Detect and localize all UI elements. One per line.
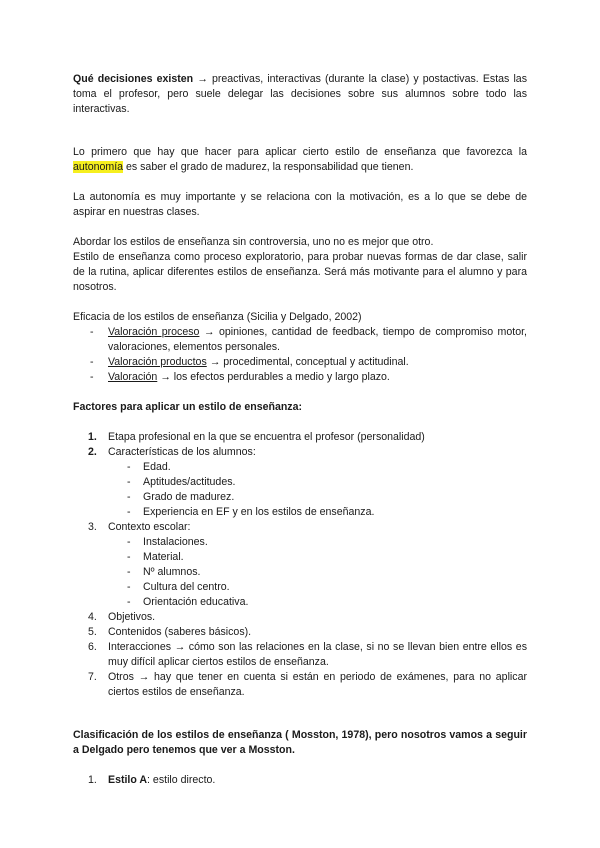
paragraph-autonomia-intro: Lo primero que hay que hacer para aplicar cierto estilo de enseñanza que favorezca la autonomía es saber el grado de madurez, la responsabilidad que tienen. [73, 146, 527, 173]
document-page [73, 72, 527, 788]
list-item: - Valoración → los efectos perdurables a medio y largo plazo. [90, 371, 390, 383]
list-item: - Valoración productos → procedimental, conceptual y actitudinal. [90, 356, 409, 368]
alumnos-sublist [108, 460, 527, 520]
list-item: 5. Contenidos (saberes básicos). [88, 626, 252, 638]
list-item: - Experiencia en EF y en los estilos de enseñanza. [127, 506, 375, 518]
list-item: - Aptitudes/actitudes. [127, 476, 236, 488]
paragraph-autonomia-motivacion: La autonomía es muy importante y se relaciona con la motivación, es a lo que se debe de aspirar en nuestras clases. [73, 191, 527, 218]
paragraph-proceso-exploratorio: Estilo de enseñanza como proceso exploratorio, para probar nuevas formas de dar clase, salir de la rutina, aplicar diferentes estilos de enseñanza. Será más motivante para el alumno y para nosotros. [73, 251, 527, 293]
eficacia-list [73, 325, 527, 385]
list-item: 1. Estilo A: estilo directo. [88, 774, 216, 786]
paragraph-decisiones [73, 72, 527, 117]
list-item: 7. Otros → hay que tener en cuenta si están en periodo de exámenes, para no aplicar ciertos estilos de enseñanza. [88, 671, 527, 698]
clasificacion-heading: Clasificación de los estilos de enseñanza ( Mosston, 1978), pero nosotros vamos a seguir a Delgado pero tenemos que ver a Mosston. [73, 729, 527, 756]
list-item: - Material. [127, 551, 184, 563]
list-item: 4. Objetivos. [88, 611, 156, 623]
decisiones-heading: Qué decisiones existen [73, 73, 194, 85]
list-item: - Cultura del centro. [127, 581, 230, 593]
list-item: 6. Interacciones → cómo son las relaciones en la clase, si no se llevan bien entre ellos es muy difícil aplicar ciertos estilos de enseñanza. [88, 641, 527, 668]
list-item: - Nº alumnos. [127, 566, 201, 578]
clasificacion-list [73, 773, 527, 788]
list-item: 3. Contexto escolar: - Instalaciones. - Material. - Nº alumnos. - Cultura del centro. - Orientación educativa. [73, 520, 527, 610]
factores-list [73, 430, 527, 700]
list-item: 1. Etapa profesional en la que se encuentra el profesor (personalidad) [88, 431, 425, 443]
highlighted-autonomia: autonomía [73, 161, 124, 173]
list-item: - Instalaciones. [127, 536, 208, 548]
list-item: - Orientación educativa. [127, 596, 249, 608]
list-item: - Grado de madurez. [127, 491, 235, 503]
contexto-sublist [108, 535, 527, 610]
list-item: 2. Características de los alumnos: - Edad. - Aptitudes/actitudes. - Grado de madurez. - Experiencia en EF y en los estilos de enseñanza. [73, 445, 527, 520]
list-item: - Edad. [127, 461, 171, 473]
list-item: - Valoración proceso → opiniones, cantidad de feedback, tiempo de compromiso motor, valoraciones, elementos personales. [90, 326, 527, 353]
eficacia-title: Eficacia de los estilos de enseñanza (Sicilia y Delgado, 2002) [73, 311, 362, 323]
decisiones-text: → preactivas, interactivas (durante la clase) y postactivas. Estas las toma el profesor, pero suele delegar las decisiones sobre sus alumnos sobre todo las interactivas. [73, 73, 527, 115]
paragraph-controversia: Abordar los estilos de enseñanza sin controversia, uno no es mejor que otro. [73, 236, 434, 248]
factores-heading: Factores para aplicar un estilo de enseñanza: [73, 401, 303, 413]
